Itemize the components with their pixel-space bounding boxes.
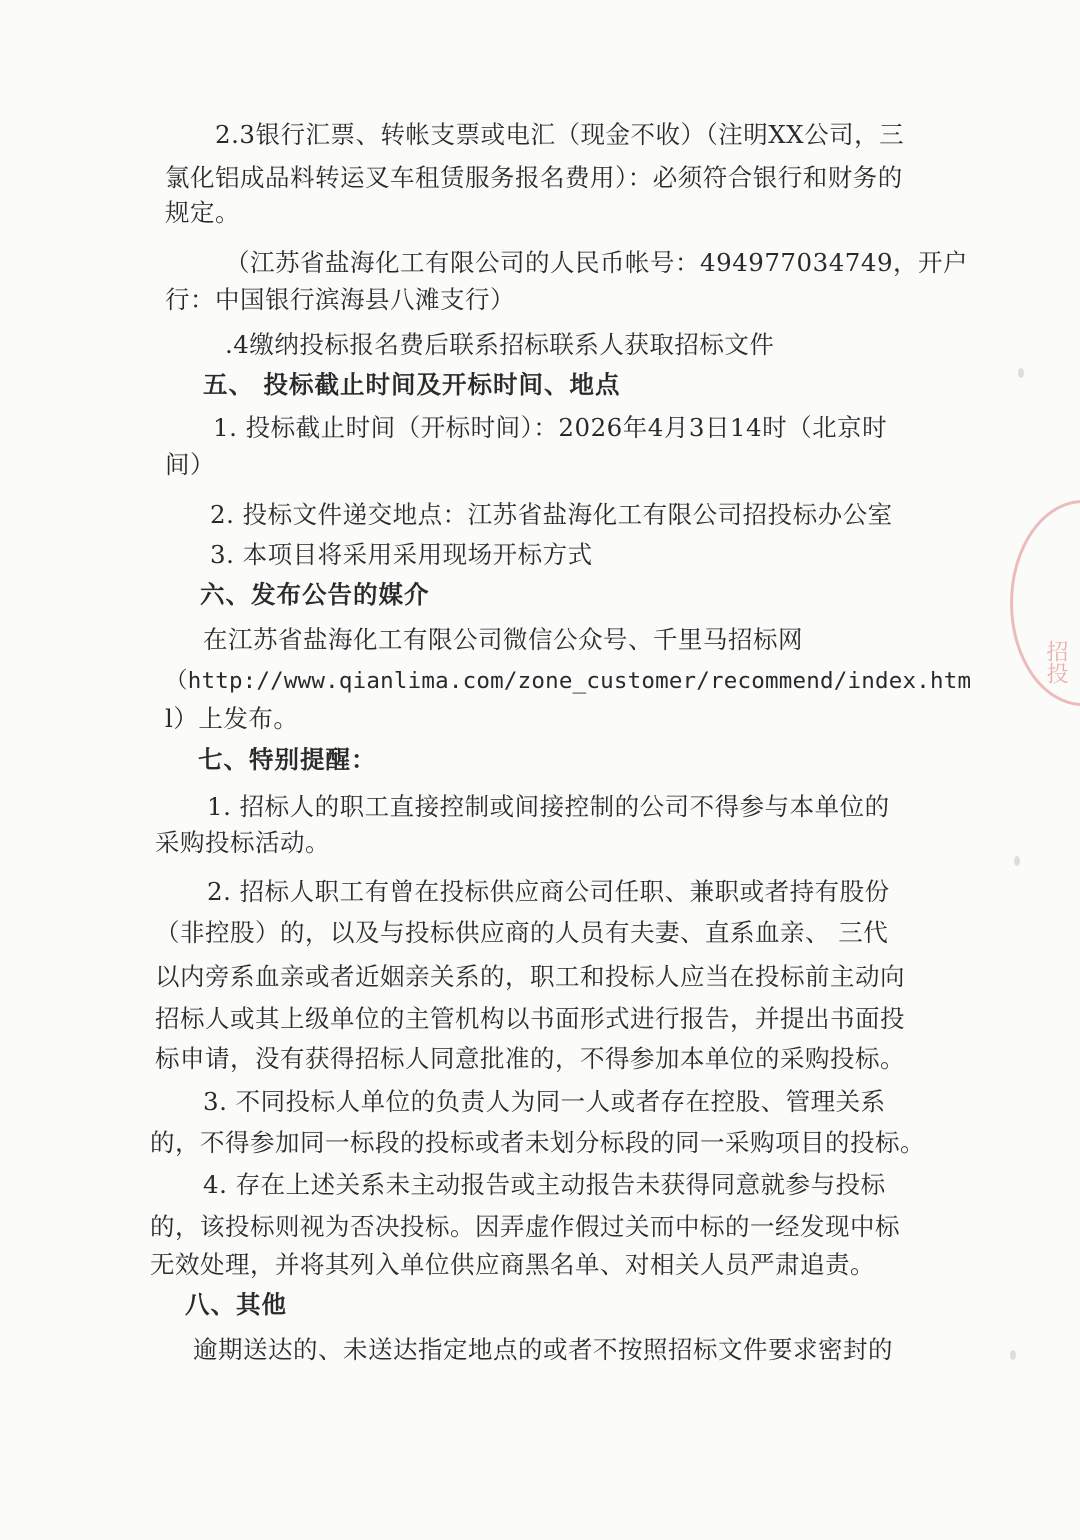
section-heading-5: 五、 投标截止时间及开标时间、地点 xyxy=(203,370,621,399)
text-line-11: 3. 本项目将采用采用现场开标方式 xyxy=(210,540,593,569)
text-line-18: 采购投标活动。 xyxy=(155,828,330,857)
text-line-13: 在江苏省盐海化工有限公司微信公众号、千里马招标网 xyxy=(203,625,803,654)
text-line-27: 的，该投标则视为否决投标。因弄虚作假过关而中标的一经发现中标 xyxy=(150,1212,900,1241)
text-line-17: 1. 招标人的职工直接控制或间接控制的公司不得参与本单位的 xyxy=(207,792,890,821)
text-line-4: （江苏省盐海化工有限公司的人民币帐号：494977034749，开户 xyxy=(225,248,969,277)
section-heading-8: 八、其他 xyxy=(185,1290,287,1319)
text-line-19: 2. 招标人职工有曾在投标供应商公司任职、兼职或者持有股份 xyxy=(207,877,890,906)
text-line-24: 3. 不同投标人单位的负责人为同一人或者存在控股、管理关系 xyxy=(203,1087,886,1116)
text-line-28: 无效处理，并将其列入单位供应商黑名单、对相关人员严肃追责。 xyxy=(150,1250,875,1279)
text-line-9: 间） xyxy=(165,450,215,479)
text-line-22: 招标人或其上级单位的主管机构以书面形式进行报告，并提出书面投 xyxy=(155,1004,905,1033)
text-line-25: 的，不得参加同一标段的投标或者未划分标段的同一采购项目的投标。 xyxy=(150,1128,925,1157)
text-line-1: 2.3银行汇票、转帐支票或电汇（现金不收）（注明XX公司，三 xyxy=(215,120,905,149)
text-line-10: 2. 投标文件递交地点：江苏省盐海化工有限公司招投标办公室 xyxy=(210,500,893,529)
text-line-23: 标申请，没有获得招标人同意批准的，不得参加本单位的采购投标。 xyxy=(155,1044,905,1073)
text-line-2: 氯化铝成品料转运叉车租赁服务报名费用）：必须符合银行和财务的 xyxy=(165,163,903,192)
text-line-3: 规定。 xyxy=(165,198,240,227)
text-line-8: 1. 投标截止时间（开标时间）：2026年4月3日14时（北京时 xyxy=(213,413,888,442)
section-heading-7: 七、特别提醒： xyxy=(198,745,377,774)
scan-speck xyxy=(1010,1350,1016,1360)
text-line-21: 以内旁系血亲或者近姻亲关系的，职工和投标人应当在投标前主动向 xyxy=(155,962,905,991)
text-line-url: （http://www.qianlima.com/zone_customer/recommend/index.htm xyxy=(165,668,972,694)
scan-speck xyxy=(1018,368,1024,378)
section-heading-6: 六、发布公告的媒介 xyxy=(200,580,430,609)
text-line-26: 4. 存在上述关系未主动报告或主动报告未获得同意就参与投标 xyxy=(203,1170,886,1199)
seal-text: 招投 xyxy=(1043,640,1068,684)
text-line-20: （非控股）的，以及与投标供应商的人员有夫妻、直系血亲、 三代 xyxy=(155,918,889,947)
text-line-5: 行：中国银行滨海县八滩支行） xyxy=(165,285,515,314)
text-line-15: l）上发布。 xyxy=(165,704,299,733)
scan-speck xyxy=(1014,856,1020,866)
text-line-6: .4缴纳投标报名费后联系招标联系人获取招标文件 xyxy=(225,330,775,359)
text-line-30: 逾期送达的、未送达指定地点的或者不按照招标文件要求密封的 xyxy=(193,1335,893,1364)
